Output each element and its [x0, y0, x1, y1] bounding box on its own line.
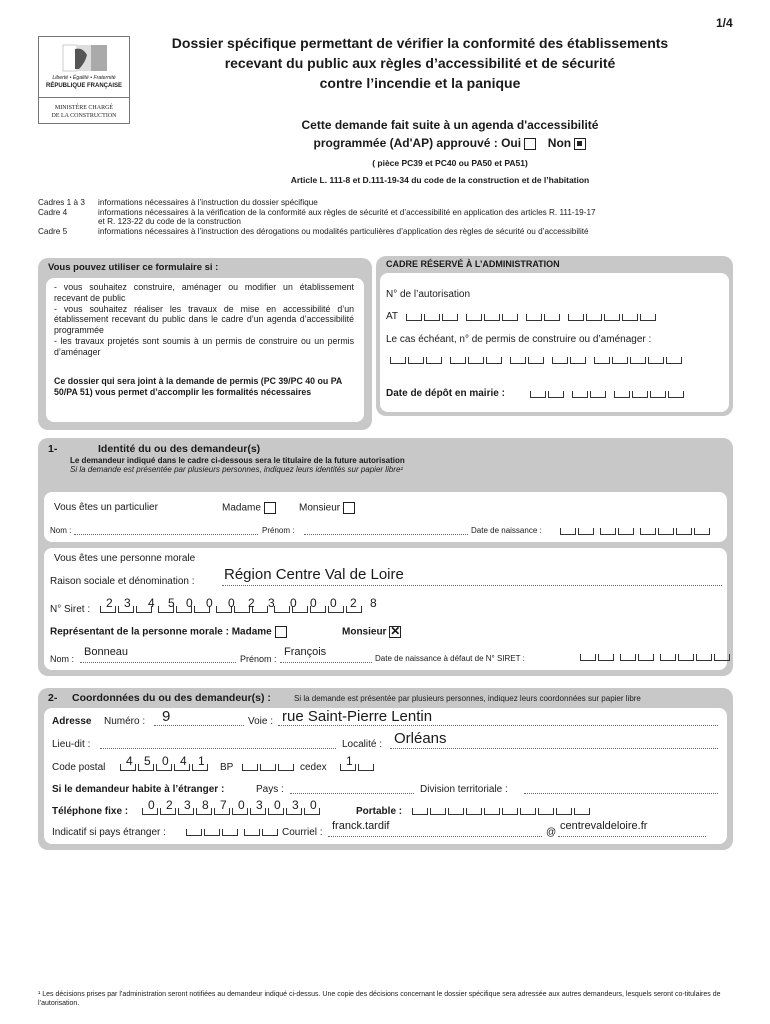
adap-question: programmée (Ad'AP) approuvé : Oui Non — [240, 136, 660, 150]
date-depot-field[interactable] — [530, 391, 686, 399]
morale-label: Vous êtes une personne morale — [54, 553, 196, 564]
cadres-row-4: Cadre 5 informations nécessaires à l’instruction des dérogations ou modalités particulières d’application des règles de sécurité ou d’accessibilité — [38, 226, 589, 236]
particulier-box — [44, 492, 727, 542]
lieudit-field[interactable] — [100, 748, 336, 749]
siret-label: N° Siret : — [50, 604, 91, 615]
cadres-list — [38, 198, 596, 236]
courriel-user-value[interactable]: franck.tardif — [332, 820, 390, 832]
particulier-monsieur: Monsieur — [299, 502, 355, 514]
portable-label: Portable : — [356, 806, 403, 817]
rep-naissance-label: Date de naissance à défaut de N° SIRET : — [375, 654, 525, 663]
division-label: Division territoriale : — [420, 784, 508, 795]
footnote: ¹ Les décisions prises par l’administration seront notifiées au demandeur indiqué ci-dessus. Une copie des décisions concernant le dossier spécifique sera adressée aux autres demandeurs, lesquels seront co-titulaires de l’autorisation. — [38, 991, 721, 1007]
naissance-label: Date de naissance : — [471, 526, 542, 535]
rep-nom-value[interactable]: Bonneau — [84, 646, 129, 658]
date-depot-label: Date de dépôt en mairie : — [386, 388, 505, 399]
rep-prenom-label: Prénom : — [240, 654, 277, 664]
republique-francaise-logo — [38, 36, 130, 124]
representant-madame: Représentant de la personne morale : Madame — [50, 626, 287, 638]
section1-subtitle-italic: Si la demande est présentée par plusieurs personnes, indiquez leurs identités sur papier libre¹ — [70, 465, 404, 474]
etranger-label: Si le demandeur habite à l’étranger : — [52, 784, 225, 795]
page-number: 1/4 — [716, 16, 733, 30]
representant-monsieur-checkbox[interactable] — [389, 626, 401, 638]
particulier-madame: Madame — [222, 502, 276, 514]
voie-value[interactable]: rue Saint-Pierre Lentin — [282, 708, 433, 725]
bp-label: BP — [220, 762, 234, 773]
section2-title-note: Si la demande est présentée par plusieurs personnes, indiquez leurs coordonnées sur papier libre — [294, 694, 641, 703]
cadres-row-2: Cadre 4 informations nécessaires à la vérification de la conformité aux règles de sécurité et d’accessibilité en application des articles R. 111-19-17 — [38, 207, 596, 217]
cadres-row-1: Cadres 1 à 3 informations nécessaires à l’instruction du dossier spécifique — [38, 198, 318, 207]
numero-value[interactable]: 9 — [162, 708, 171, 725]
localite-value[interactable]: Orléans — [394, 730, 447, 747]
adap-line1: Cette demande fait suite à un agenda d'accessibilité — [301, 118, 599, 132]
rep-nom-label: Nom : — [50, 654, 75, 664]
nom-label: Nom : — [50, 526, 72, 535]
adap-non-checkbox[interactable] — [574, 138, 586, 150]
cp-label: Code postal — [52, 762, 106, 773]
particulier-label: Vous êtes un particulier — [54, 502, 158, 513]
permis-number-field[interactable] — [390, 357, 684, 365]
portable-field[interactable] — [412, 808, 592, 816]
courriel-at-sign: @ — [546, 827, 557, 838]
indicatif-field[interactable] — [186, 829, 280, 837]
section1-subtitle: Le demandeur indiqué dans le cadre ci-dessous sera le titulaire de la future autorisation — [70, 456, 405, 465]
document-title: Dossier spécifique permettant de vérifier la conformité des établissements recevant du public aux règles d’accessibilité et de sécurité contre l’incendie et la panique — [171, 35, 669, 91]
pays-field[interactable] — [290, 793, 414, 794]
autorisation-label: N° de l’autorisation — [386, 289, 471, 300]
bp-field[interactable] — [242, 764, 296, 772]
localite-label: Localité : — [342, 739, 383, 750]
adap-article: Article L. 111-8 et D.111-19-34 du code de la construction et de l’habitation — [290, 175, 590, 185]
naissance-field[interactable] — [560, 528, 712, 536]
logo-ministry: MINISTÈRE CHARGÉ DE LA CONSTRUCTION — [51, 105, 117, 119]
adap-oui-checkbox[interactable] — [524, 138, 536, 150]
coordonnees-box: Adresse Numéro : 9 Voie : rue Saint-Pierre Lentin Lieu-dit : Localité : Orléans Code postal 4 5 0 4 1 BP cedex 1 Si le demandeur habite à l’étranger : Pays : Division territoriale : Téléphone fixe : 0 2 3 8 7 0 3 0 3 0 Portable : Indicatif si pays étranger : Courriel : franck.tardif @ centrevaldeloire.fr — [44, 708, 727, 844]
courriel-label: Courriel : — [282, 827, 323, 838]
representant-madame-checkbox[interactable] — [275, 626, 287, 638]
adresse-label: Adresse — [52, 716, 92, 727]
marianne-icon — [61, 43, 109, 73]
cedex-label: cedex — [300, 762, 327, 773]
raison-label: Raison sociale et dénomination : — [50, 576, 195, 587]
cedex-value: 1 — [346, 754, 353, 768]
rep-prenom-value[interactable]: François — [284, 646, 327, 658]
cadres-row-3: et R. 123-22 du code de la construction — [98, 217, 241, 227]
permis-label: Le cas échéant, n° de permis de construire ou d’aménager : — [386, 334, 652, 345]
tel-label: Téléphone fixe : — [52, 806, 129, 817]
adap-pieces: ( pièce PC39 et PC40 ou PA50 et PA51) — [372, 158, 528, 168]
personne-morale-box: Vous êtes une personne morale Raison sociale et dénomination : Région Centre Val de Loire N° Siret : 2 3 4 5 0 0 0 2 3 0 0 0 2 8 Représentant de la personne morale : Madame Monsieur ✕ Nom : Bonneau Prénom : François Date de naissance à défaut de N° SIRET : — [44, 548, 727, 670]
division-field[interactable] — [524, 793, 718, 794]
at-number-field[interactable] — [406, 314, 658, 322]
section1-title: Identité du ou des demandeur(s) — [98, 443, 261, 455]
pays-label: Pays : — [256, 784, 284, 795]
courriel-domain-value[interactable]: centrevaldeloire.fr — [560, 820, 648, 832]
admin-box — [376, 256, 733, 416]
admin-box-header: CADRE RÉSERVÉ À L’ADMINISTRATION — [386, 259, 560, 269]
usage-box — [38, 258, 372, 430]
representant-monsieur: Monsieur ✕ — [342, 626, 401, 638]
section1-number: 1- — [48, 443, 58, 455]
section2-title: Coordonnées du ou des demandeur(s) : — [72, 692, 271, 704]
particulier-monsieur-checkbox[interactable] — [343, 502, 355, 514]
prenom-field[interactable] — [304, 534, 468, 535]
numero-label: Numéro : — [104, 716, 146, 727]
rep-naissance-field[interactable] — [580, 654, 732, 662]
lieudit-label: Lieu-dit : — [52, 739, 91, 750]
prenom-label: Prénom : — [262, 526, 295, 535]
section1-identite — [38, 438, 733, 676]
section2-number: 2- — [48, 692, 58, 704]
logo-republic: RÉPUBLIQUE FRANÇAISE — [45, 83, 122, 89]
at-label: AT — [386, 311, 399, 322]
voie-label: Voie : — [248, 716, 274, 727]
raison-value[interactable]: Région Centre Val de Loire — [224, 566, 404, 583]
logo-motto: Liberté • Égalité • Fraternité — [52, 75, 116, 81]
usage-bold-note: Ce dossier qui sera joint à la demande de permis (PC 39/PC 40 ou PA 50/PA 51) vous permet d’accomplir les formalités nécessaires — [54, 376, 342, 397]
nom-field[interactable] — [74, 534, 258, 535]
usage-box-header: Vous pouvez utiliser ce formulaire si : — [48, 262, 219, 273]
section2-coordonnees — [38, 688, 733, 850]
indicatif-label: Indicatif si pays étranger : — [52, 827, 166, 838]
usage-bullets: - vous souhaitez construire, aménager ou modifier un établissement recevant de public - vous souhaitez réaliser les travaux de mise en accessibilité d’un établissement recevant du public dans le cadre d’un agenda d’accessibilité programmée - les travaux projetés sont soumis à un permis de construire ou un permis d’aménager — [54, 282, 354, 357]
particulier-madame-checkbox[interactable] — [264, 502, 276, 514]
